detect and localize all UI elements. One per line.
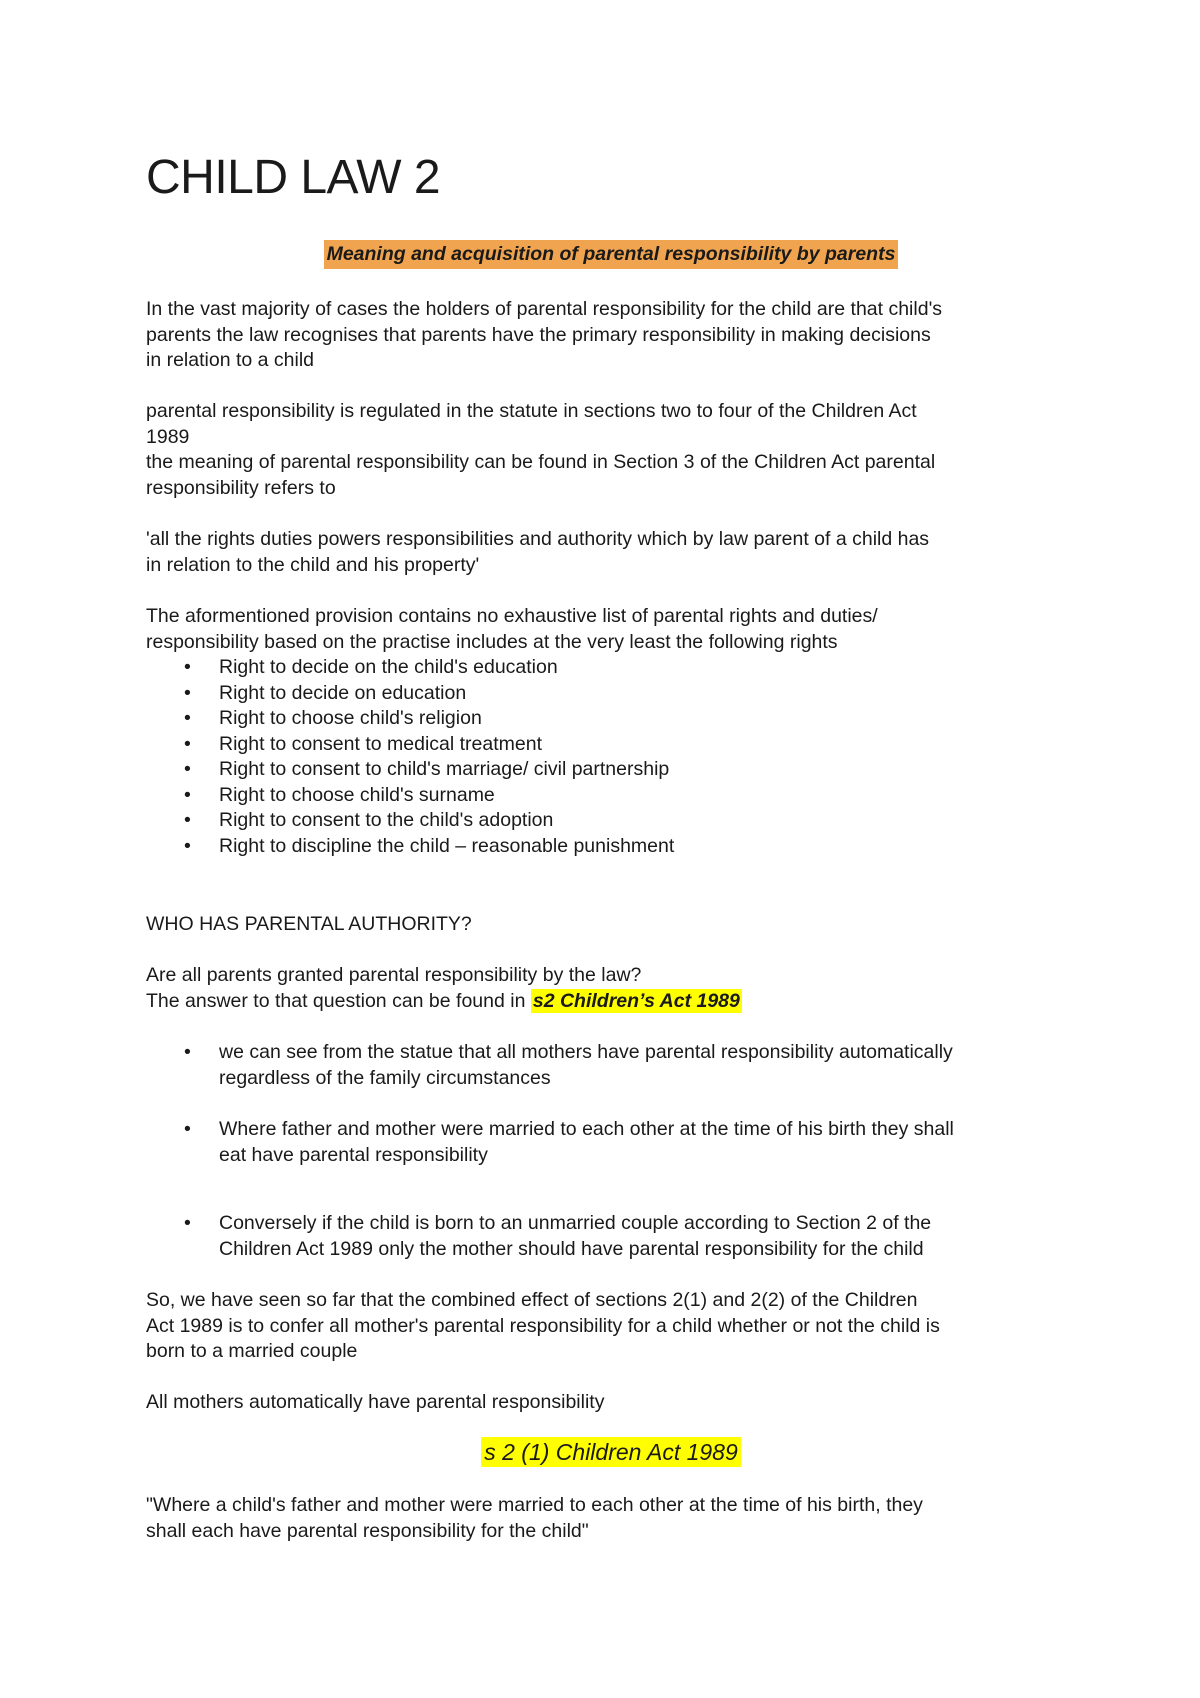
bullet-icon: • bbox=[184, 834, 191, 857]
paragraph-statute bbox=[146, 399, 1076, 501]
answer-line: The answer to that question can be found in s2 Children’s Act 1989 bbox=[146, 989, 740, 1012]
section-heading: WHO HAS PARENTAL AUTHORITY? bbox=[146, 913, 472, 935]
paragraph-line: In the vast majority of cases the holders of parental responsibility for the child are that child's bbox=[146, 298, 943, 320]
bullet-icon: • bbox=[184, 1118, 191, 1140]
list-item: • Right to choose child's religion bbox=[146, 706, 1076, 732]
bullet-icon: • bbox=[184, 758, 191, 780]
rules-list bbox=[146, 1117, 1076, 1168]
quote-line: shall each have parental responsibility for the child" bbox=[146, 1519, 589, 1542]
paragraph-combined-effect bbox=[146, 1288, 1076, 1365]
paragraph-line: the meaning of parental responsibility can be found in Section 3 of the Children Act parental bbox=[146, 451, 936, 473]
list-item: • Right to consent to child's marriage/ civil partnership bbox=[146, 757, 1076, 783]
quote-line: in relation to the child and his property' bbox=[146, 553, 480, 576]
list-item: • Right to discipline the child – reasonable punishment bbox=[146, 834, 1076, 860]
paragraph-line: born to a married couple bbox=[146, 1340, 358, 1362]
quote-line: "Where a child's father and mother were married to each other at the time of his birth, they bbox=[146, 1494, 923, 1516]
statute-reference: s2 Children’s Act 1989 bbox=[532, 989, 740, 1012]
citation-highlighted: s 2 (1) Children Act 1989 bbox=[481, 1437, 741, 1467]
quote-section bbox=[146, 1493, 1076, 1544]
bullet-icon: • bbox=[184, 707, 191, 729]
list-item: • Where father and mother were married to each other at the time of his birth they shall eat have parental responsibility bbox=[184, 1118, 954, 1166]
bullet-icon: • bbox=[184, 732, 191, 755]
rules-list bbox=[146, 1040, 1076, 1091]
paragraph-provision bbox=[146, 604, 1076, 655]
list-item: • Right to choose child's surname bbox=[146, 783, 1076, 809]
list-item: • Right to consent to the child's adoption bbox=[146, 808, 1076, 834]
paragraph-line: responsibility refers to bbox=[146, 476, 336, 499]
list-item: • Conversely if the child is born to an unmarried couple according to Section 2 of the Children Act 1989 only the mother should have parental responsibility for the child bbox=[184, 1212, 932, 1260]
quote-definition bbox=[146, 527, 1076, 578]
quote-line: 'all the rights duties powers responsibilities and authority which by law parent of a child has bbox=[146, 528, 930, 550]
bullet-icon: • bbox=[184, 809, 191, 831]
paragraph-question bbox=[146, 963, 1076, 1014]
citation-row bbox=[146, 1437, 1076, 1468]
paragraph-line: Act 1989 is to confer all mother's parental responsibility for a child whether or not the child is bbox=[146, 1314, 940, 1337]
subtitle-row bbox=[146, 240, 1076, 269]
paragraph-holders bbox=[146, 297, 1076, 374]
question-line: Are all parents granted parental responsibility by the law? bbox=[146, 964, 642, 986]
paragraph-line: 1989 bbox=[146, 425, 190, 448]
rules-list bbox=[146, 1211, 1076, 1262]
paragraph-line: parental responsibility is regulated in the statute in sections two to four of the Children Act bbox=[146, 400, 917, 422]
list-item: • Right to decide on education bbox=[146, 681, 1076, 707]
document-title: CHILD LAW 2 bbox=[146, 151, 441, 204]
rights-list bbox=[146, 655, 1076, 859]
list-item: • we can see from the statue that all mothers have parental responsibility automatically regardless of the family circumstances bbox=[184, 1041, 953, 1089]
list-item: • Right to decide on the child's education bbox=[146, 655, 1076, 681]
subtitle-highlighted: Meaning and acquisition of parental responsibility by parents bbox=[324, 240, 899, 269]
paragraph-line: responsibility based on the practise includes at the very least the following rights bbox=[146, 630, 838, 653]
paragraph-mothers: All mothers automatically have parental responsibility bbox=[146, 1391, 605, 1413]
paragraph-line: parents the law recognises that parents have the primary responsibility in making decisions bbox=[146, 323, 931, 346]
bullet-icon: • bbox=[184, 1212, 191, 1234]
bullet-icon: • bbox=[184, 1041, 191, 1063]
paragraph-line: in relation to a child bbox=[146, 349, 315, 371]
paragraph-line: The aformentioned provision contains no exhaustive list of parental rights and duties/ bbox=[146, 605, 878, 627]
list-item: • Right to consent to medical treatment bbox=[146, 732, 1076, 758]
bullet-icon: • bbox=[184, 783, 191, 806]
bullet-icon: • bbox=[184, 656, 191, 678]
paragraph-line: So, we have seen so far that the combined effect of sections 2(1) and 2(2) of the Children bbox=[146, 1289, 918, 1311]
bullet-icon: • bbox=[184, 681, 191, 704]
